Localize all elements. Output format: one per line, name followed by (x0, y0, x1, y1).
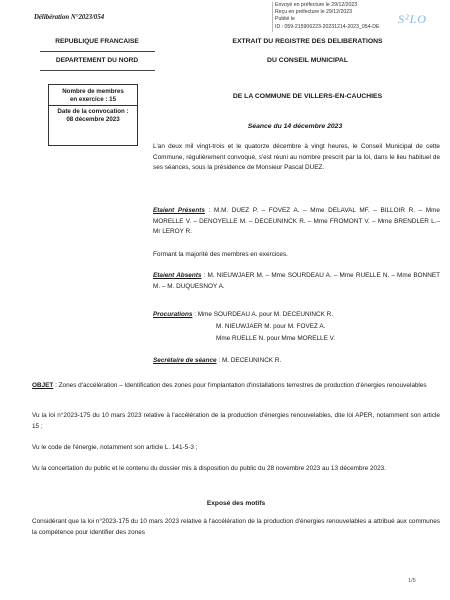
republic-label: REPUBLIQUE FRANCAISE (55, 38, 139, 45)
absent-members (153, 271, 440, 292)
deliberation-number: Délibération N°2023/054 (34, 14, 105, 21)
members-info-box (48, 84, 138, 146)
procuration-line: Mme RUELLE N. pour Mme MORELLE V. (216, 335, 336, 342)
page-number: 1/5 (408, 578, 416, 584)
legal-basis: Vu la concertation du public et le contenu du dossier mis à disposition du public du 28 novembre 2023 au 13 décembre 2023. (32, 465, 386, 472)
object-text: : Zones d'accélération – Identification des zones pour l'implantation d'installations terrestres de production d'énergies renouvelables (55, 382, 427, 389)
convocation-date: 08 décembre 2023 (66, 115, 120, 123)
present-label: Etaient Présents (153, 207, 205, 214)
stamp-line: ID : 059-215906223-20231214-2023_054-DE (275, 23, 380, 30)
object-label: OBJET (32, 382, 54, 389)
majority-statement: Formant la majorité des membres en exercices. (153, 251, 288, 258)
legal-basis: Vu la loi n°2023-175 du 10 mars 2023 relative à l'accélération de la production d'énergies renouvelables, dite loi APER, notamment son article 15 ; (32, 412, 440, 430)
convocation-label: Date de la convocation : (49, 105, 137, 116)
session-date: Séance du 14 décembre 2023 (247, 123, 343, 130)
s2lo-logo: S²LO (398, 12, 427, 26)
stamp-line: Envoyé en préfecture le 29/12/2023 (275, 2, 358, 8)
members-value: en exercice : 15 (69, 96, 117, 104)
intro-paragraph: L'an deux mil vingt-trois et le quatorze décembre à vingt heures, le Conseil Municipal de cette Commune, régulièrement convoqué, s'est réuni au nombre prescrit par la loi, dans le lieu habituel de ses séances, sous la présidence de Monsieur Pascal DUEZ. (153, 143, 440, 171)
procuration-line: : Mme SOURDEAU A. pour M. DECEUNINCK R. (194, 311, 334, 318)
members-label: Nombre de membres (62, 88, 124, 95)
legal-basis: Vu le code de l'énergie, notamment son article L. 141-5-3 ; (32, 444, 198, 451)
department-label: DEPARTEMENT DU NORD (55, 57, 139, 64)
divider (40, 51, 155, 52)
commune-title: DE LA COMMUNE DE VILLERS-EN-CAUCHIES (232, 93, 383, 100)
register-title: EXTRAIT DU REGISTRE DES DELIBERATIONS (232, 38, 383, 45)
absent-label: Etaient Absents (153, 272, 202, 279)
stamp-line: Publié le (275, 16, 295, 23)
object-paragraph (32, 381, 440, 392)
absent-list: : M. NIEUWJAER M. – Mme SOURDEAU A. – Mme RUELLE N. – Mme BONNET M. – M. DUQUESNOY A. (153, 272, 441, 290)
section-heading: Exposé des motifs (206, 500, 266, 507)
considering-paragraph: Considérant que la loi n°2023-175 du 10 mars 2023 relative à l'accélération de la production d'énergies renouvelables a attribué aux communes la compétence pour identifier des zones (32, 518, 440, 536)
present-members (153, 206, 440, 238)
session-secretary (153, 356, 440, 367)
divider (40, 70, 155, 71)
present-list: : M.M. DUEZ P. – FOVEZ A. – Mme DELAVAL MF. – BILLOIR R. – Mme MORELLE V. – DENOYELLE M. – DECEUNINCK R. – Mme FROMONT V. – Mme BRENDLER L.– Mr LEROY R. (153, 207, 440, 235)
council-title: DU CONSEIL MUNICIPAL (267, 57, 348, 64)
stamp-line: Reçu en préfecture le 29/12/2023 (275, 9, 353, 16)
secretary-label: Secrétaire de séance (153, 357, 217, 364)
procuration-line: M. NIEUWJAER M. pour M. FOVEZ A. (216, 323, 326, 330)
procurations-label: Procurations (153, 311, 193, 318)
secretary-name: : M. DECEUNINCK R. (218, 357, 282, 364)
procurations (153, 310, 440, 321)
